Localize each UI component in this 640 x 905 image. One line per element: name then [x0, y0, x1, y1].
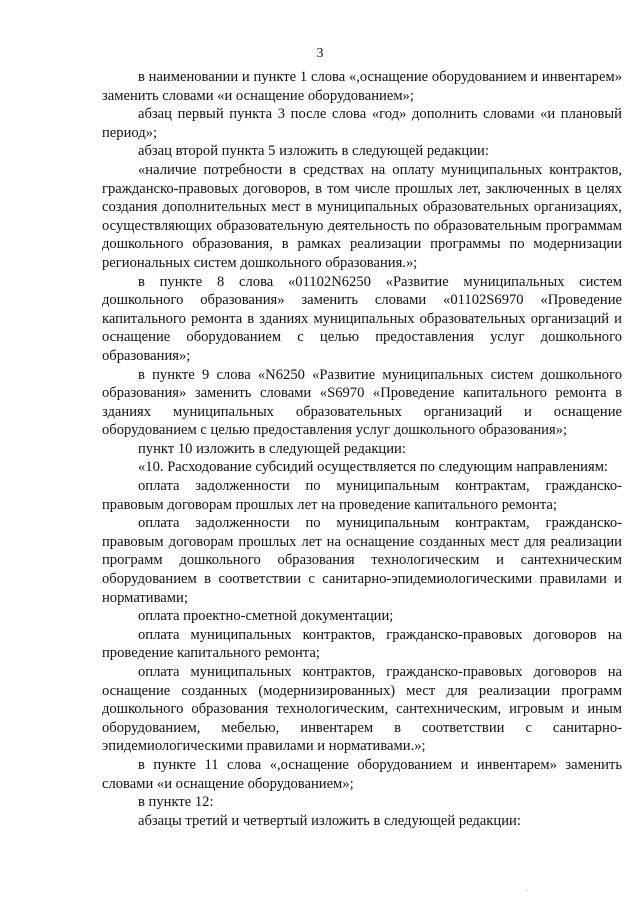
- paragraph-9: оплата задолженности по муниципальным контрактам, гражданско-правовым договорам прошлых лет на проведение капитального ремонта;: [102, 478, 622, 513]
- paragraph-7: пункт 10 изложить в следующей редакции:: [138, 440, 406, 457]
- paragraph-4: «наличие потребности в средствах на оплату муниципальных контрактов, гражданско-правовых договоров, в том числе прошлых лет, заключенных в целях создания дополнительных мест в муниципальных образовательных организациях, осуществляющих образовательную деятельность по образовательным программам дошкольного образования, в рамках реализации программы по модернизации региональных систем дошкольного образования.»;: [102, 161, 622, 271]
- paragraph-10: оплата задолженности по муниципальным контрактам, гражданско-правовым договорам прошлых лет на оснащение созданных мест для реализации программ дошкольного образования технологическим и сантехническим оборудованием в соответствии с санитарно-эпидемиологическими правилами и нормативами;: [102, 515, 622, 606]
- paragraph-12: оплата муниципальных контрактов, гражданско-правовых договоров на проведение капитального ремонта;: [102, 626, 622, 662]
- paragraph-2: абзац первый пункта 3 после слова «год» дополнить словами «и плановый период»;: [102, 106, 622, 141]
- paragraph-6: в пункте 9 слова «N6250 «Развитие муниципальных систем дошкольного образования» заменить словами «S6970 «Проведение капитального ремонта в зданиях муниципальных образовательных организаций и оснащение оборудованием с целью предоставления услуг дошкольного образования»;: [102, 366, 622, 439]
- document-body: [102, 68, 622, 830]
- paragraph-8: «10. Расходование субсидий осуществляется по следующим направлениям:: [138, 459, 608, 476]
- paragraph-13: оплата муниципальных контрактов, гражданско-правовых договоров на оснащение созданных (модернизированных) мест для реализации программ дошкольного образования технологическим, сантехническим, игровым и иным оборудованием, мебелью, инвентарем в соответствии с санитарно-эпидемиологическими правилами и нормативами.»;: [102, 664, 622, 755]
- scan-speck: .: [526, 884, 528, 893]
- paragraph-1: в наименовании и пункте 1 слова «,оснащение оборудованием и инвентарем» заменить словами «и оснащение оборудованием»;: [102, 69, 622, 104]
- paragraph-16: абзацы третий и четвертый изложить в следующей редакции:: [138, 812, 521, 829]
- paragraph-15: в пункте 12:: [138, 794, 214, 811]
- paragraph-14: в пункте 11 слова «,оснащение оборудованием и инвентарем» заменить словами «и оснащение оборудованием»;: [102, 756, 622, 792]
- paragraph-11: оплата проектно-сметной документации;: [138, 608, 394, 625]
- paragraph-5: в пункте 8 слова «01102N6250 «Развитие муниципальных систем дошкольного образования» заменить словами «01102S6970 «Проведение капитального ремонта в зданиях муниципальных образовательных организаций и оснащение оборудованием с целью предоставления услуг дошкольного образования»;: [102, 273, 622, 364]
- paragraph-3: абзац второй пункта 5 изложить в следующей редакции:: [138, 143, 489, 160]
- page-number: 3: [316, 46, 324, 61]
